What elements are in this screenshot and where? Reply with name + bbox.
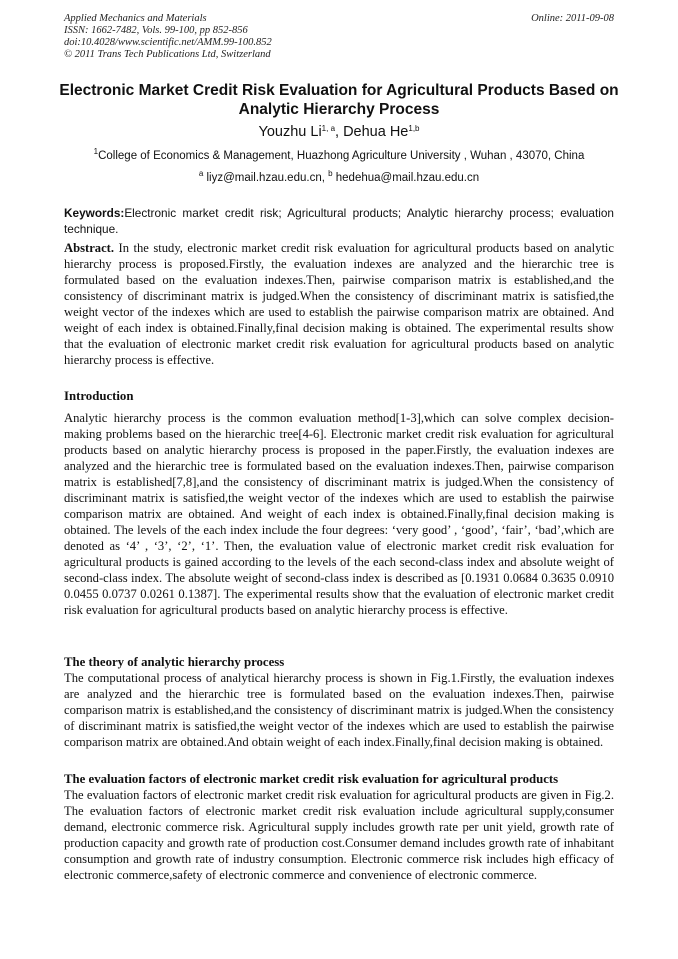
section-text-introduction: Analytic hierarchy process is the common evaluation method[1-3],which can solve complex decision-making problems based on the hierarchic tree[4-6]. Electronic market credit risk evaluation for agricultural products based on analytic hierarchy process is proposed in the paper.Firstly, the evaluation indexes are analyzed and the hierarchic tree is formulated based on the evaluation indexes.Then, pairwise comparison matrix is established[7,8],and the consistency of discriminant matrix is judged.When the consistency of discriminant matrix is satisfied,the weight vector of the indexes which are used to establish the pairwise comparison matrix are obtained. And weight of each index is obtained.Finally,final decision making is obtained. The levels of the each index include the four degrees: ‘very good’ , ‘good’, ‘fair’, ‘bad’,which are denoted as ‘4’ , ‘3’, ‘2’, ‘1’. Then, the evaluation value of electronic market credit risk evaluation for agricultural products is gained according to the levels of the each second-class index and absolute weight of second-class index. The absolute weight of second-class index is described as [0.1931 0.0684 0.3635 0.0910 0.0455 0.0737 0.0261 0.1387]. The experimental results show that the evaluation of electronic market credit risk evaluation for agricultural products based on analytic hierarchy process is effective. bbox=[64, 411, 614, 617]
abstract bbox=[64, 240, 614, 368]
abstract-text: In the study, electronic market credit risk evaluation for agricultural products based on analytic hierarchy process is proposed.Firstly, the evaluation indexes are analyzed and the hierarchic tree is formulated based on the evaluation indexes.Then, pairwise comparison matrix is established,and the consistency of discriminant matrix is judged.When the consistency of discriminant matrix is satisfied,the weight vector of the indexes which are used to establish the pairwise comparison matrix are obtained. And weight of each index is obtained.Finally,final decision making is obtained. The experimental results show that the evaluation of electronic market credit risk evaluation for agricultural products based on analytic hierarchy process is effective. bbox=[64, 241, 614, 367]
author-list bbox=[0, 124, 678, 140]
section-text-evaluation-factors: The evaluation factors of electronic market credit risk evaluation for agricultural products are given in Fig.2. The evaluation factors of electronic market credit risk evaluation include agricultural supply,consumer demand, electronic commerce risk. Agricultural supply includes growth rate per unit yield, growth rate of production capacity and growth rate of production cost.Consumer demand includes growth rate of inhabitant consumption and growth rate of industry consumption. Electronic commerce risk includes high efficacy of electronic commerce,safety of electronic commerce and convenience of electronic commerce. bbox=[64, 788, 614, 882]
issn-line: ISSN: 1662-7482, Vols. 99-100, pp 852-856 bbox=[64, 25, 248, 36]
section-heading-ahp-theory: The theory of analytic hierarchy process bbox=[64, 655, 285, 669]
online-date: Online: 2011-09-08 bbox=[531, 13, 614, 24]
author-name: Dehua He bbox=[343, 124, 409, 140]
author-affiliation-mark: 1, a bbox=[321, 124, 336, 133]
keywords bbox=[64, 205, 614, 237]
section-heading-introduction: Introduction bbox=[64, 389, 134, 403]
email-link[interactable]: liyz@mail.hzau.edu.cn, bbox=[206, 172, 325, 184]
journal-header bbox=[64, 13, 272, 61]
author-affiliation-mark: 1,b bbox=[408, 124, 420, 133]
email-mark: b bbox=[328, 169, 333, 178]
doi-link[interactable]: doi:10.4028/www.scientific.net/AMM.99-100.852 bbox=[64, 37, 272, 48]
paper-title: Electronic Market Credit Risk Evaluation for Agricultural Products Based on Analytic Hierarchy Process bbox=[59, 82, 619, 118]
journal-name: Applied Mechanics and Materials bbox=[64, 13, 207, 24]
section-heading-evaluation-factors: The evaluation factors of electronic market credit risk evaluation for agricultural products bbox=[64, 772, 559, 786]
abstract-label: Abstract. bbox=[64, 241, 115, 255]
author-separator: , bbox=[335, 124, 344, 140]
keywords-text: Electronic market credit risk; Agricultural products; Analytic hierarchy process; evaluation technique. bbox=[64, 206, 614, 236]
author-name: Youzhu Li bbox=[258, 124, 322, 140]
keywords-label: Keywords: bbox=[64, 206, 125, 220]
affiliation-text: College of Economics & Management, Huazhong Agriculture University , Wuhan , 43070, China bbox=[98, 150, 585, 162]
email-mark: a bbox=[198, 169, 204, 178]
email-link[interactable]: hedehua@mail.hzau.edu.cn bbox=[335, 172, 480, 184]
affiliation-mark: 1 bbox=[93, 147, 99, 156]
copyright-line: © 2011 Trans Tech Publications Ltd, Switzerland bbox=[64, 49, 271, 60]
section-text-ahp-theory: The computational process of analytical hierarchy process is shown in Fig.1.Firstly, the evaluation indexes are analyzed and the hierarchic tree is formulated based on the evaluation indexes.Then, pairwise comparison matrix is established,and the consistency of discriminant matrix is judged.When the consistency of discriminant matrix is satisfied,the weight vector of the indexes which are used to establish the pairwise comparison matrix are obtained.And obtain weight of each index.Finally,final decision making is obtained. bbox=[64, 671, 614, 749]
author-emails bbox=[0, 169, 678, 184]
affiliation bbox=[0, 147, 678, 162]
